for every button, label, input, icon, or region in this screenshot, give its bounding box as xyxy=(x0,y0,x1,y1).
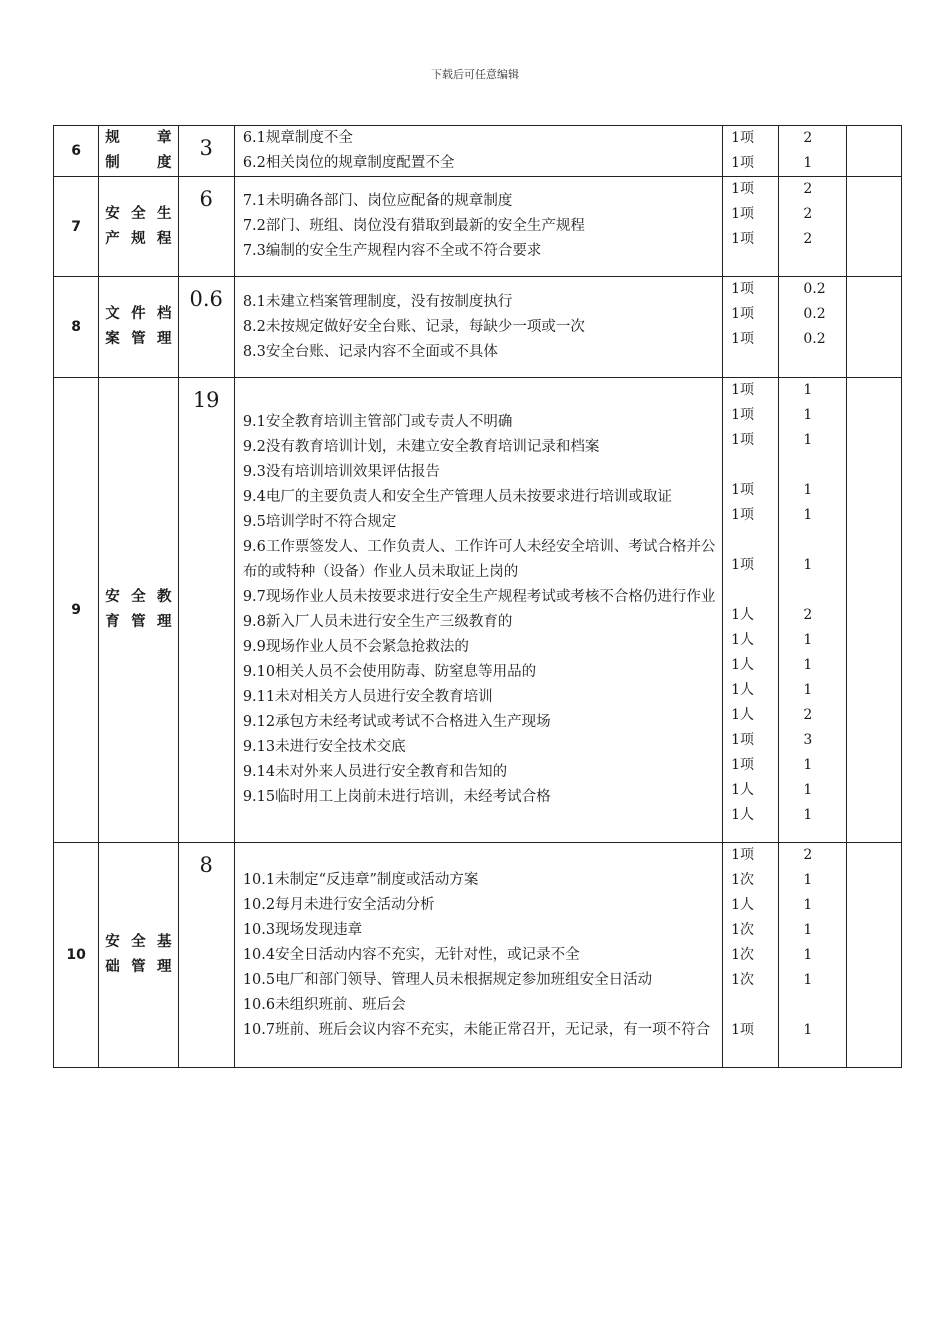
deduction-unit: 1项 xyxy=(731,482,755,498)
deduction-unit: 1人 xyxy=(731,632,755,648)
deduction-item: 9.13未进行安全技术交底 xyxy=(242,739,406,755)
deduction-point: 0.2 xyxy=(803,331,826,347)
remarks-cell xyxy=(846,843,901,1068)
deduction-unit: 1人 xyxy=(731,657,755,673)
deduction-point: 2 xyxy=(803,607,813,623)
deduction-item: 10.1未制定“反违章”制度或活动方案 xyxy=(242,871,479,888)
deduction-item: 9.11未对相关方人员进行安全教育培训 xyxy=(242,689,493,705)
deduction-point: 1 xyxy=(803,757,813,773)
deduction-item: 10.2每月未进行安全活动分析 xyxy=(242,896,435,913)
category-name-line: 制度 xyxy=(105,155,172,171)
blank-line xyxy=(731,578,778,603)
deduction-items xyxy=(234,843,722,1068)
row-number: 7 xyxy=(54,177,99,277)
deduction-point: 1 xyxy=(803,807,813,823)
category-score: 19 xyxy=(178,378,234,843)
deduction-units xyxy=(723,378,779,843)
header-note: 下载后可任意编辑 xyxy=(431,68,519,81)
deduction-unit: 1项 xyxy=(731,757,755,773)
deduction-unit: 1项 xyxy=(731,181,755,197)
category-name-line: 础管理 xyxy=(105,959,172,975)
category-name xyxy=(99,378,178,843)
category-score: 0.6 xyxy=(178,277,234,378)
table-body xyxy=(54,126,902,1068)
deduction-point: 1 xyxy=(803,782,813,798)
deduction-point: 1 xyxy=(803,972,813,988)
deduction-item: 9.3没有培训培训效果评估报告 xyxy=(242,464,440,480)
deduction-points xyxy=(779,843,846,1068)
deduction-item: 9.5培训学时不符合规定 xyxy=(242,514,397,530)
deduction-unit: 1项 xyxy=(731,1022,755,1038)
deduction-units xyxy=(723,277,779,378)
deduction-items xyxy=(234,277,722,378)
deduction-point: 1 xyxy=(803,382,813,398)
row-number: 8 xyxy=(54,277,99,378)
deduction-units xyxy=(723,843,779,1068)
deduction-point: 0.2 xyxy=(803,281,826,297)
deduction-point: 1 xyxy=(803,482,813,498)
deduction-items xyxy=(234,126,722,177)
deduction-item: 8.3安全台账、记录内容不全面或不具体 xyxy=(242,343,498,360)
deduction-unit: 1项 xyxy=(731,382,755,398)
deduction-point: 1 xyxy=(803,432,813,448)
deduction-item: 10.6未组织班前、班后会 xyxy=(242,996,406,1013)
deduction-item: 10.7班前、班后会议内容不充实，未能正常召开，无记录，有一项不符合 xyxy=(242,1021,711,1038)
deduction-points xyxy=(779,277,846,378)
deduction-unit: 1项 xyxy=(731,432,755,448)
deduction-point: 2 xyxy=(803,206,813,222)
category-name-line: 安全生 xyxy=(105,205,172,222)
deduction-unit: 1次 xyxy=(731,922,755,938)
category-name xyxy=(99,177,178,277)
blank-line xyxy=(803,528,845,553)
deduction-item: 9.10相关人员不会使用防毒、防窒息等用品的 xyxy=(242,664,537,680)
deduction-item: 10.4安全日活动内容不充实，无针对性，或记录不全 xyxy=(242,946,580,963)
deduction-unit: 1项 xyxy=(731,206,755,222)
deduction-unit: 1项 xyxy=(731,557,755,573)
deduction-unit: 1项 xyxy=(731,331,755,347)
deduction-item: 8.2未按规定做好安全台账、记录，每缺少一项或一次 xyxy=(242,318,585,335)
deduction-point: 1 xyxy=(803,1022,813,1038)
deduction-points xyxy=(779,126,846,177)
deduction-unit: 1次 xyxy=(731,872,755,888)
deduction-point: 2 xyxy=(803,130,813,146)
category-name-line: 案管理 xyxy=(105,331,172,347)
deduction-unit: 1人 xyxy=(731,607,755,623)
deduction-item: 9.9现场作业人员不会紧急抢救法的 xyxy=(242,639,469,655)
deduction-unit: 1项 xyxy=(731,407,755,423)
blank-line xyxy=(731,993,778,1018)
deduction-item: 7.2部门、班组、岗位没有猎取到最新的安全生产规程 xyxy=(242,218,585,234)
deduction-unit: 1项 xyxy=(731,847,755,863)
deduction-point: 1 xyxy=(803,922,813,938)
deduction-item: 9.12承包方未经考试或考试不合格进入生产现场 xyxy=(242,714,551,730)
deduction-unit: 1项 xyxy=(731,281,755,297)
deduction-item: 9.2没有教育培训计划，未建立安全教育培训记录和档案 xyxy=(242,439,600,455)
remarks-cell xyxy=(846,126,901,177)
deduction-unit: 1项 xyxy=(731,732,755,748)
deduction-unit: 1项 xyxy=(731,507,755,523)
category-name xyxy=(99,126,178,177)
category-score: 6 xyxy=(178,177,234,277)
deduction-point: 2 xyxy=(803,707,813,723)
deduction-unit: 1次 xyxy=(731,947,755,963)
category-name-line: 文件档 xyxy=(105,306,172,322)
category-score: 8 xyxy=(178,843,234,1068)
deduction-units xyxy=(723,177,779,277)
blank-line xyxy=(731,453,778,478)
deduction-item: 8.1未建立档案管理制度，没有按制度执行 xyxy=(242,293,513,310)
category-score: 3 xyxy=(178,126,234,177)
deduction-item: 10.5电厂和部门领导、管理人员未根据规定参加班组安全日活动 xyxy=(242,971,653,988)
category-name-line: 规章 xyxy=(105,130,172,146)
blank-line xyxy=(803,578,845,603)
deduction-point: 1 xyxy=(803,682,813,698)
safety-assessment-table xyxy=(53,125,902,1068)
deduction-unit: 1次 xyxy=(731,972,755,988)
deduction-unit: 1人 xyxy=(731,807,755,823)
deduction-point: 0.2 xyxy=(803,306,826,322)
deduction-item: 9.1安全教育培训主管部门或专责人不明确 xyxy=(242,414,513,430)
deduction-item: 7.1未明确各部门、岗位应配备的规章制度 xyxy=(242,193,513,209)
category-name-line: 安全基 xyxy=(105,934,172,950)
category-name-line: 育管理 xyxy=(105,614,172,630)
deduction-item: 10.3现场发现违章 xyxy=(242,921,363,938)
deduction-points xyxy=(779,177,846,277)
category-name-line: 安全教 xyxy=(105,589,172,605)
deduction-point: 1 xyxy=(803,155,813,171)
blank-line xyxy=(803,993,845,1018)
deduction-unit: 1人 xyxy=(731,782,755,798)
table-row xyxy=(54,126,902,177)
deduction-item: 9.7现场作业人员未按要求进行安全生产规程考试或考核不合格仍进行作业 xyxy=(242,589,716,605)
row-number: 9 xyxy=(54,378,99,843)
deduction-point: 2 xyxy=(803,181,813,197)
deduction-point: 1 xyxy=(803,407,813,423)
deduction-item: 9.8新入厂人员未进行安全生产三级教育的 xyxy=(242,614,513,630)
table-row xyxy=(54,843,902,1068)
row-number: 10 xyxy=(54,843,99,1068)
deduction-unit: 1项 xyxy=(731,306,755,322)
deduction-item: 6.1规章制度不全 xyxy=(242,130,353,146)
deduction-unit: 1项 xyxy=(731,130,755,146)
deduction-point: 1 xyxy=(803,632,813,648)
deduction-unit: 1项 xyxy=(731,231,755,247)
deduction-unit: 1项 xyxy=(731,155,755,171)
deduction-units xyxy=(723,126,779,177)
deduction-point: 2 xyxy=(803,847,813,863)
deduction-point: 1 xyxy=(803,507,813,523)
deduction-point: 2 xyxy=(803,231,813,247)
deduction-unit: 1人 xyxy=(731,707,755,723)
deduction-unit: 1人 xyxy=(731,897,755,913)
blank-line xyxy=(803,453,845,478)
deduction-points xyxy=(779,378,846,843)
remarks-cell xyxy=(846,177,901,277)
deduction-point: 1 xyxy=(803,657,813,673)
deduction-item: 7.3编制的安全生产规程内容不全或不符合要求 xyxy=(242,243,542,259)
deduction-point: 3 xyxy=(803,732,813,748)
deduction-item: 6.2相关岗位的规章制度配置不全 xyxy=(242,155,455,171)
table-row xyxy=(54,277,902,378)
deduction-items xyxy=(234,177,722,277)
table-row xyxy=(54,177,902,277)
row-number: 6 xyxy=(54,126,99,177)
table-row xyxy=(54,378,902,843)
deduction-item: 9.6工作票签发人、工作负责人、工作许可人未经安全培训、考试合格并公布的或特种（设备）作业人员未取证上岗的 xyxy=(242,539,716,580)
deduction-unit: 1人 xyxy=(731,682,755,698)
deduction-point: 1 xyxy=(803,947,813,963)
deduction-point: 1 xyxy=(803,557,813,573)
blank-line xyxy=(731,528,778,553)
deduction-item: 9.14未对外来人员进行安全教育和告知的 xyxy=(242,764,508,780)
category-name-line: 产规程 xyxy=(105,230,172,247)
deduction-point: 1 xyxy=(803,897,813,913)
remarks-cell xyxy=(846,277,901,378)
category-name xyxy=(99,843,178,1068)
remarks-cell xyxy=(846,378,901,843)
deduction-item: 9.4电厂的主要负责人和安全生产管理人员未按要求进行培训或取证 xyxy=(242,489,672,505)
category-name xyxy=(99,277,178,378)
deduction-item: 9.15临时用工上岗前未进行培训，未经考试合格 xyxy=(242,789,551,805)
deduction-point: 1 xyxy=(803,872,813,888)
deduction-items xyxy=(234,378,722,843)
